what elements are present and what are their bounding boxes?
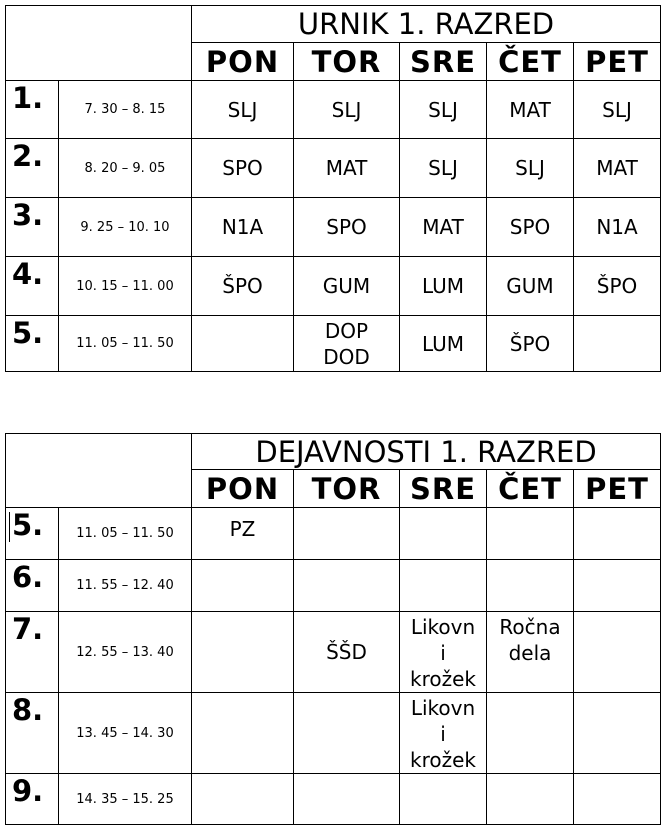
dejavnosti-period-number: 7. xyxy=(6,612,59,693)
dejavnosti-corner-cell xyxy=(6,434,192,508)
dejavnosti-row xyxy=(6,560,661,612)
urnik-day-sre: SRE xyxy=(400,43,487,81)
dejavnosti-cell-tor xyxy=(294,508,400,560)
urnik-period-time: 10. 15 – 11. 00 xyxy=(59,257,192,316)
dejavnosti-body xyxy=(6,508,661,825)
dejavnosti-row xyxy=(6,508,661,560)
dejavnosti-period-time: 12. 55 – 13. 40 xyxy=(59,612,192,693)
text-cursor xyxy=(9,512,10,542)
urnik-row xyxy=(6,198,661,257)
dejavnosti-cell-tor xyxy=(294,693,400,774)
dejavnosti-cell-pon xyxy=(192,560,294,612)
urnik-row xyxy=(6,81,661,139)
dejavnosti-cell-cet: Ročna dela xyxy=(487,612,574,693)
dejavnosti-period-number: 8. xyxy=(6,693,59,774)
urnik-cell-cet: ŠPO xyxy=(487,316,574,372)
dejavnosti-cell-cet xyxy=(487,508,574,560)
urnik-cell-tor: SLJ xyxy=(294,81,400,139)
dejavnosti-cell-sre xyxy=(400,774,487,825)
dejavnosti-cell-cet xyxy=(487,774,574,825)
dejavnosti-cell-pon xyxy=(192,774,294,825)
dejavnosti-period-number: 9. xyxy=(6,774,59,825)
urnik-day-cet: ČET xyxy=(487,43,574,81)
dejavnosti-row xyxy=(6,774,661,825)
dejavnosti-cell-sre xyxy=(400,508,487,560)
urnik-period-time: 11. 05 – 11. 50 xyxy=(59,316,192,372)
urnik-period-number: 4. xyxy=(6,257,59,316)
urnik-cell-pet: ŠPO xyxy=(574,257,661,316)
dejavnosti-cell-pon: PZ xyxy=(192,508,294,560)
urnik-cell-tor: SPO xyxy=(294,198,400,257)
urnik-row xyxy=(6,257,661,316)
urnik-cell-tor: MAT xyxy=(294,139,400,198)
urnik-cell-pon: N1A xyxy=(192,198,294,257)
urnik-body xyxy=(6,81,661,372)
urnik-period-number: 3. xyxy=(6,198,59,257)
dejavnosti-day-tor: TOR xyxy=(294,470,400,508)
dejavnosti-row xyxy=(6,612,661,693)
dejavnosti-cell-cet xyxy=(487,693,574,774)
dejavnosti-row xyxy=(6,693,661,774)
urnik-day-pet: PET xyxy=(574,43,661,81)
urnik-cell-pon xyxy=(192,316,294,372)
urnik-period-time: 8. 20 – 9. 05 xyxy=(59,139,192,198)
dejavnosti-cell-pet xyxy=(574,508,661,560)
dejavnosti-cell-sre: Likovn i krožek xyxy=(400,612,487,693)
urnik-cell-cet: GUM xyxy=(487,257,574,316)
urnik-cell-sre: MAT xyxy=(400,198,487,257)
dejavnosti-title: DEJAVNOSTI 1. RAZRED xyxy=(192,434,661,470)
dejavnosti-day-cet: ČET xyxy=(487,470,574,508)
dejavnosti-day-pet: PET xyxy=(574,470,661,508)
urnik-cell-pon: SPO xyxy=(192,139,294,198)
urnik-cell-tor: DOP DOD xyxy=(294,316,400,372)
urnik-cell-sre: LUM xyxy=(400,316,487,372)
dejavnosti-cell-tor xyxy=(294,560,400,612)
dejavnosti-period-time: 13. 45 – 14. 30 xyxy=(59,693,192,774)
dejavnosti-period-time: 14. 35 – 15. 25 xyxy=(59,774,192,825)
urnik-cell-cet: MAT xyxy=(487,81,574,139)
urnik-period-time: 7. 30 – 8. 15 xyxy=(59,81,192,139)
dejavnosti-period-number: 6. xyxy=(6,560,59,612)
urnik-row xyxy=(6,139,661,198)
dejavnosti-cell-pet xyxy=(574,693,661,774)
urnik-cell-tor: GUM xyxy=(294,257,400,316)
dejavnosti-cell-sre: Likovn i krožek xyxy=(400,693,487,774)
dejavnosti-cell-cet xyxy=(487,560,574,612)
dejavnosti-cell-pet xyxy=(574,612,661,693)
dejavnosti-day-pon: PON xyxy=(192,470,294,508)
dejavnosti-period-number: 5. xyxy=(6,508,59,560)
urnik-cell-pet xyxy=(574,316,661,372)
dejavnosti-table xyxy=(5,433,661,825)
urnik-period-number: 2. xyxy=(6,139,59,198)
urnik-period-number: 5. xyxy=(6,316,59,372)
urnik-cell-cet: SPO xyxy=(487,198,574,257)
dejavnosti-cell-pon xyxy=(192,693,294,774)
urnik-cell-sre: SLJ xyxy=(400,139,487,198)
urnik-cell-pon: SLJ xyxy=(192,81,294,139)
urnik-period-time: 9. 25 – 10. 10 xyxy=(59,198,192,257)
urnik-day-tor: TOR xyxy=(294,43,400,81)
urnik-cell-pet: SLJ xyxy=(574,81,661,139)
urnik-cell-sre: LUM xyxy=(400,257,487,316)
urnik-cell-sre: SLJ xyxy=(400,81,487,139)
dejavnosti-cell-tor xyxy=(294,774,400,825)
dejavnosti-period-time: 11. 55 – 12. 40 xyxy=(59,560,192,612)
dejavnosti-cell-tor: ŠŠD xyxy=(294,612,400,693)
urnik-cell-pon: ŠPO xyxy=(192,257,294,316)
urnik-table xyxy=(5,5,661,372)
urnik-row xyxy=(6,316,661,372)
dejavnosti-day-sre: SRE xyxy=(400,470,487,508)
urnik-day-pon: PON xyxy=(192,43,294,81)
dejavnosti-cell-sre xyxy=(400,560,487,612)
urnik-period-number: 1. xyxy=(6,81,59,139)
urnik-cell-pet: N1A xyxy=(574,198,661,257)
dejavnosti-cell-pon xyxy=(192,612,294,693)
urnik-corner-cell xyxy=(6,6,192,81)
urnik-cell-cet: SLJ xyxy=(487,139,574,198)
dejavnosti-cell-pet xyxy=(574,774,661,825)
dejavnosti-period-time: 11. 05 – 11. 50 xyxy=(59,508,192,560)
urnik-title: URNIK 1. RAZRED xyxy=(192,6,661,43)
urnik-cell-pet: MAT xyxy=(574,139,661,198)
dejavnosti-cell-pet xyxy=(574,560,661,612)
